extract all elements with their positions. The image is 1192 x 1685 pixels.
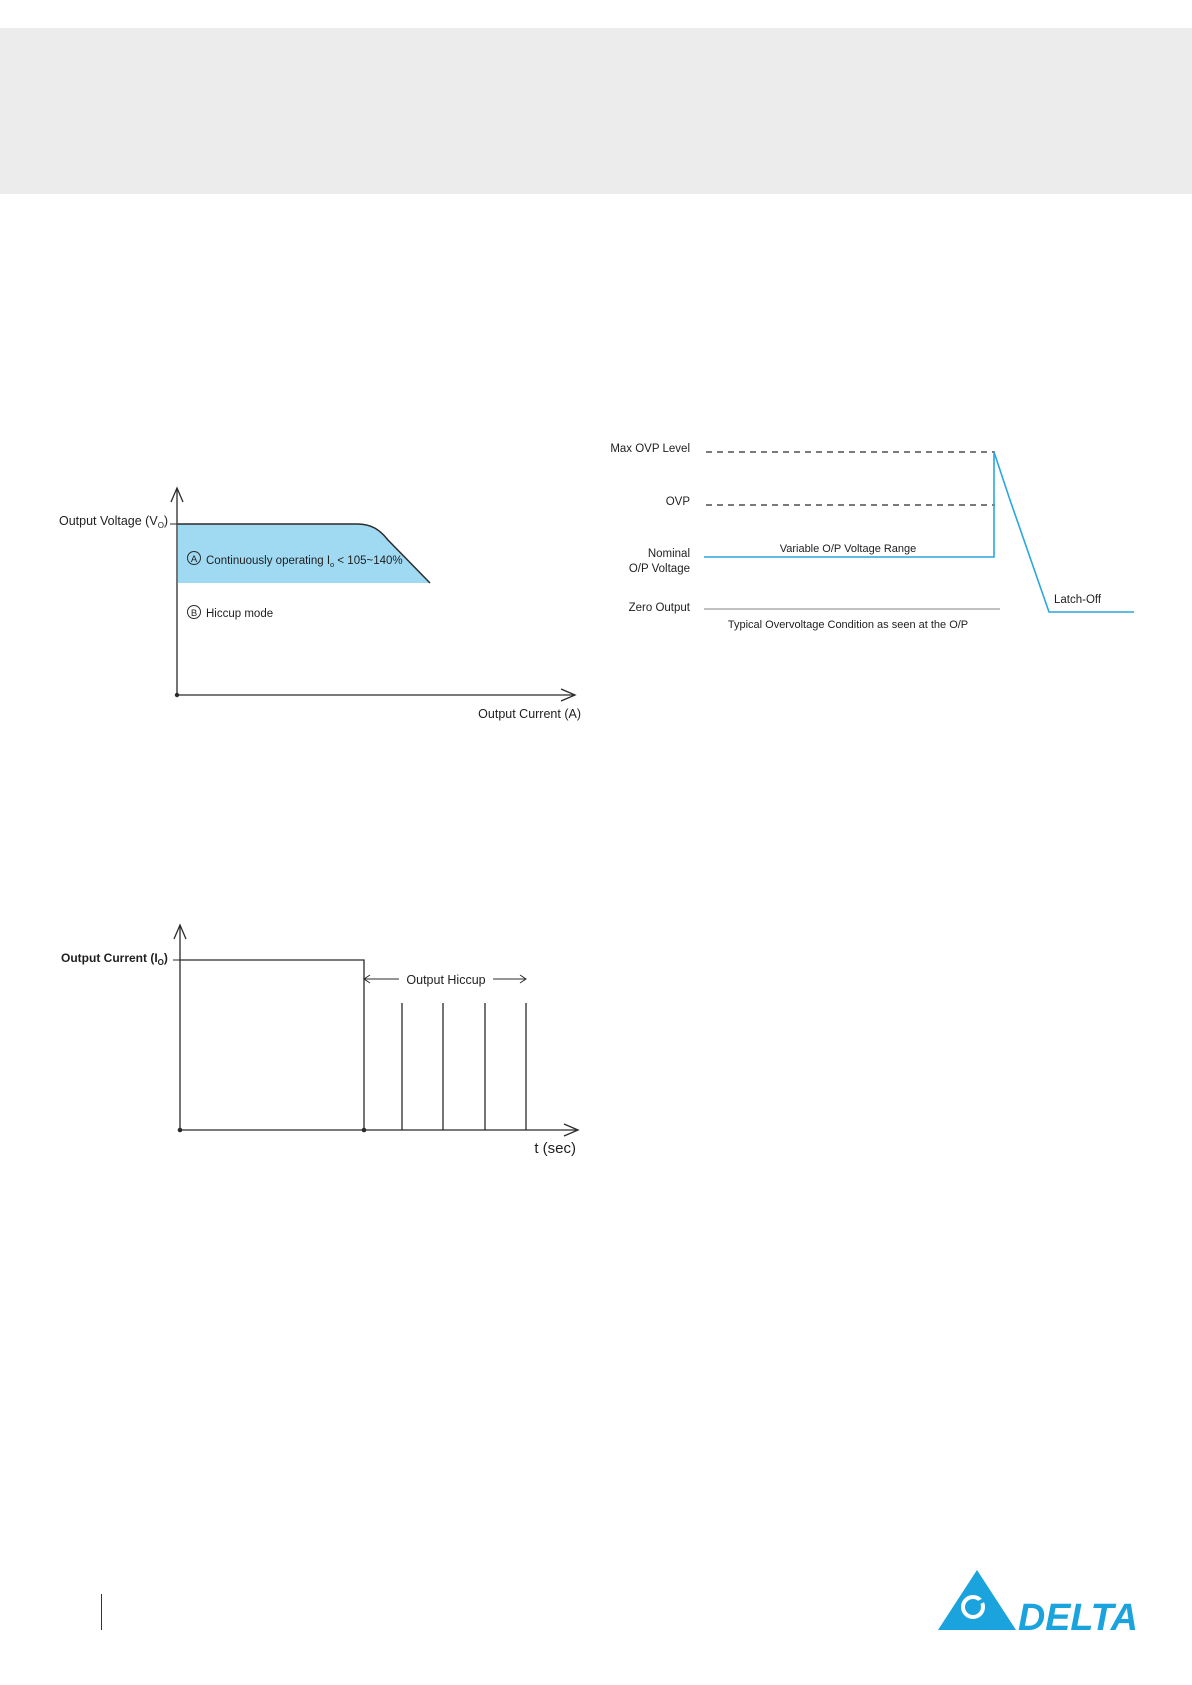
ovp-label: OVP bbox=[665, 496, 690, 508]
nominal-label-line2: O/P Voltage bbox=[628, 563, 690, 575]
delta-triangle-icon bbox=[938, 1570, 1016, 1630]
region-b-marker: B bbox=[190, 608, 198, 619]
x-axis-label: Output Current (A) bbox=[478, 707, 581, 721]
region-a-marker: A bbox=[190, 554, 198, 565]
region-a-label: Continuously operating $I_o$ < 105~140% bbox=[206, 555, 403, 569]
y-axis-label: Output Voltage $(V_O)$ bbox=[59, 514, 169, 530]
logo-text: DELTA bbox=[1018, 1597, 1138, 1639]
region-b-label: Hiccup mode bbox=[206, 608, 274, 620]
variable-range-label: Variable O/P Voltage Range bbox=[779, 543, 917, 555]
y-axis-label: Output Current $(I_O)$ bbox=[61, 951, 168, 967]
ovp-caption: Typical Overvoltage Condition as seen at the O/P bbox=[727, 619, 969, 631]
nominal-label-line1: Nominal bbox=[647, 548, 690, 560]
hiccup-label: Output Hiccup bbox=[406, 973, 486, 987]
latch-off-label: Latch-Off bbox=[1054, 594, 1102, 606]
max-ovp-label: Max OVP Level bbox=[610, 443, 690, 455]
zero-output-label: Zero Output bbox=[628, 602, 690, 614]
x-axis-label: t (sec) bbox=[534, 1140, 576, 1157]
